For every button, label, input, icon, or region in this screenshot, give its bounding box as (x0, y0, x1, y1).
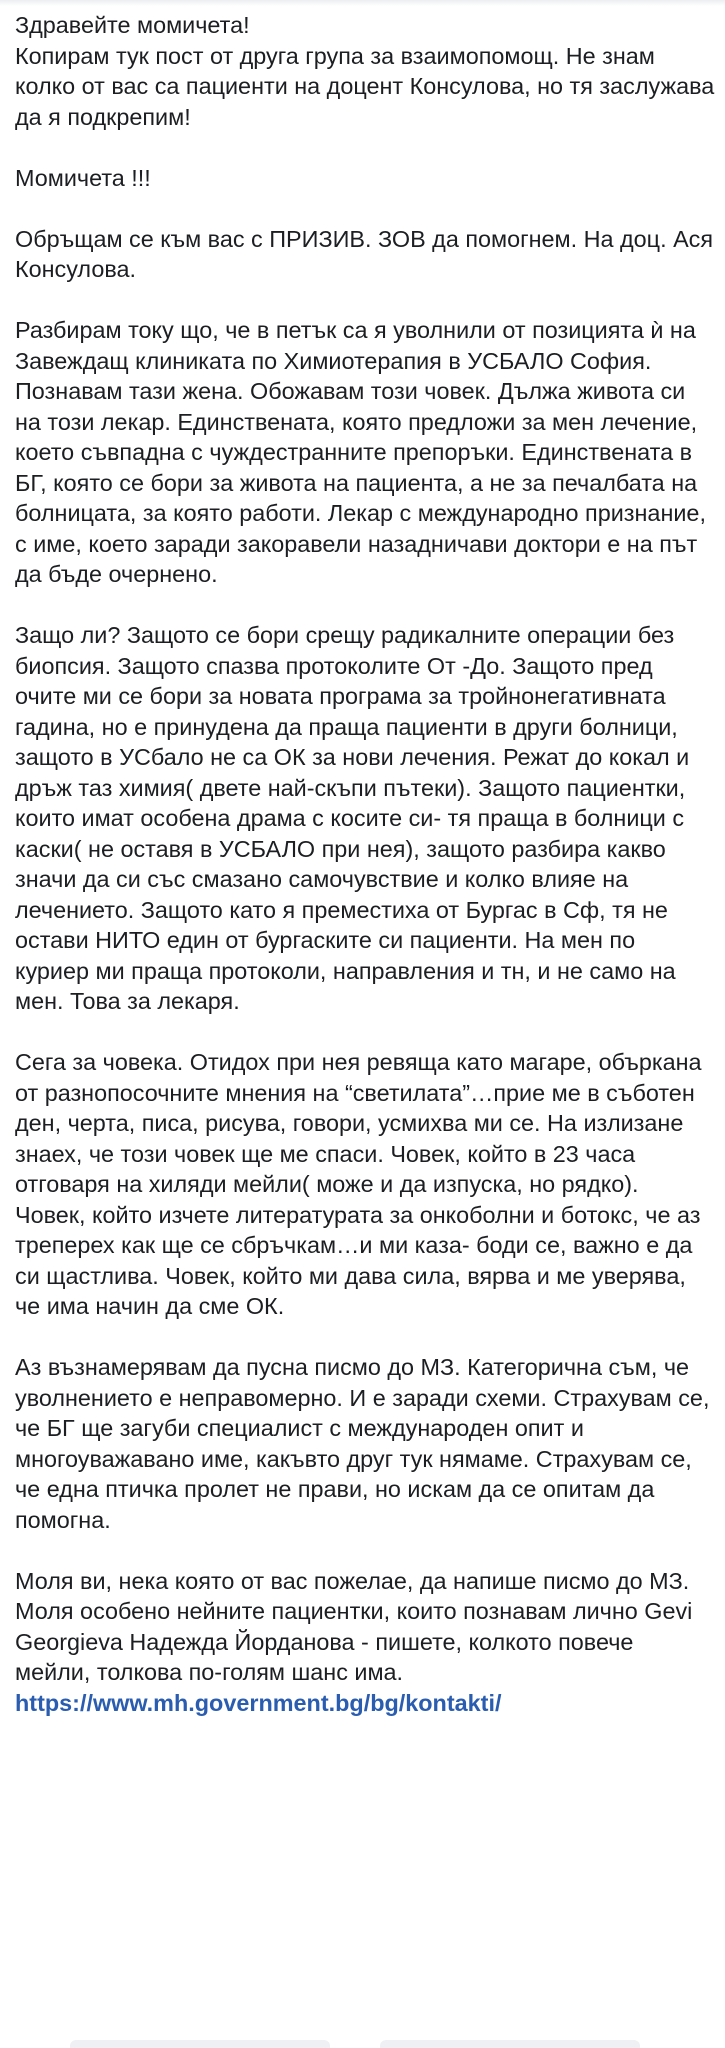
post-paragraph-letter: Аз възнамерявам да пусна писмо до МЗ. Категорична съм, че уволнението е неправомерно. И е заради схеми. Страхувам се, че БГ ще загуби специалист с международен опит и многоуважавано име, какъвто друг тук нямаме. Страхувам се, че една птичка пролет не прави, но искам да се опитам да помогна. (15, 1354, 710, 1533)
bottom-bar (0, 2038, 725, 2048)
bottom-tab-right (380, 2040, 640, 2048)
post-paragraph-greeting: Здравейте момичета! Копирам тук пост от друга група за взаимопомощ. Не знам колко от вас са пациенти на доцент Консулова, но тя заслужава да я подкрепим! (15, 12, 715, 130)
bottom-tab-left (70, 2040, 330, 2048)
post-body (15, 10, 715, 1718)
ministry-contacts-link[interactable]: https://www.mh.government.bg/bg/kontakti/ (15, 1689, 502, 1716)
post-paragraph-appeal: Обръщам се към вас с ПРИЗИВ. ЗОВ да помогнем. На доц. Ася Консулова. (15, 225, 714, 282)
post-paragraph-request: Моля ви, нека която от вас пожелае, да напише писмо до МЗ. Моля особено нейните пациентки, които познавам лично Gevi Georgieva Надежда Йорданова - пишете, колкото повече мейли, толкова по-голям шанс има. (15, 1567, 693, 1685)
post-paragraph-girls: Момичета !!! (15, 164, 151, 191)
top-edge (0, 0, 725, 6)
post-paragraph-dismissal: Разбирам току що, че в петък са я уволнили от позицията ѝ на Завеждащ клиниката по Химиотерапия в УСБАЛО София. Познавам тази жена. Обожавам този човек. Дължа живота си на този лекар. Единствената, която предложи за мен лечение, което съвпадна с чуждестранните препоръки. Единствената в БГ, която се бори за живота на пациента, а не за печалбата на болницата, за която работи. Лекар с международно признание, с име, което заради закоравели назадничави доктори е на път да бъде очернено. (15, 317, 706, 587)
post-paragraph-why: Защо ли? Защото се бори срещу радикалните операции без биопсия. Защото спазва протоколите От -До. Защото пред очите ми се бори за новата програма за тройнонегативната гадина, но е принудена да праща пациенти в други болници, защото в УСбало не са ОК за нови лечения. Режат до кокал и дръж таз химия( двете най-скъпи пътеки). Защото пациентки, които имат особена драма с косите си- тя праща в болници с каски( не оставя в УСБАЛО при нея), защото разбира какво значи да си със смазано самочувствие и колко влияе на лечението. Защото като я преместиха от Бургас в Сф, тя не остави НИТО един от бургаските си пациенти. На мен по куриер ми праща протоколи, направления и тн, и не само на мен. Това за лекаря. (15, 622, 690, 1014)
post-paragraph-person: Сега за човека. Отидох при нея ревяща като магаре, объркана от разнопосочните мнения на “светилата”…прие ме в съботен ден, черта, писа, рисува, говори, усмихва ми се. На излизане знаех, че този човек ще ме спаси. Човек, който в 23 часа отговаря на хиляди мейли( може и да изпуска, но рядко). Човек, който изчете литературата за онкоболни и ботокс, че аз треперех как ще се сбръчкам…и ми каза- боди се, важно е да си щастлива. Човек, който ми дава сила, вярва и ме уверява, че има начин да сме ОК. (15, 1049, 702, 1319)
